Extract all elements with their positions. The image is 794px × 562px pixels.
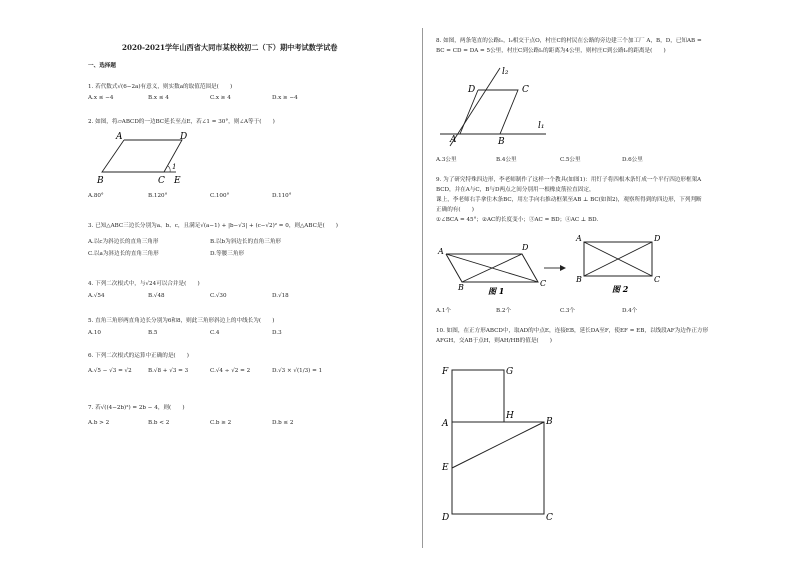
question-3-text: 3. 已知△ABC三边长分别为a、b、c，且满足√(a−1) + |b−√3| + (c−√2)² = 0，则△ABC是( ) xyxy=(88,223,338,229)
option-c[interactable]: C.b ≥ 2 xyxy=(210,420,232,426)
fig2-label-c: C xyxy=(654,275,661,284)
question-9-line-2: BCD，并在A与C，B与D两点之间分别用一根橡皮筋拉直固定， xyxy=(436,187,595,193)
square-figure xyxy=(436,360,566,525)
label-b: B xyxy=(498,137,505,147)
option-c[interactable]: C.以a为斜边长的直角三角形 xyxy=(88,251,159,257)
option-b[interactable]: B.2个 xyxy=(496,308,512,314)
label-a: A xyxy=(116,132,123,142)
option-d[interactable]: D.6公里 xyxy=(622,157,643,163)
option-a[interactable]: A.1个 xyxy=(436,308,451,314)
option-b[interactable]: B.b < 2 xyxy=(148,420,170,426)
question-8-line-2: BC = CD = DA = 5公里，村庄C到公路l₁的距离为4公里，则村庄C到公路l₂的距离是( ) xyxy=(436,48,666,54)
option-b[interactable]: B.4公里 xyxy=(496,157,517,163)
column-divider xyxy=(422,28,423,548)
option-b[interactable]: B.x ≤ 4 xyxy=(148,95,169,101)
label-d: D xyxy=(468,85,476,95)
right-column xyxy=(434,0,774,562)
option-d[interactable]: D.等腰三角形 xyxy=(210,251,245,257)
fig2-label-b: B xyxy=(576,275,582,284)
label-c: C xyxy=(546,513,553,523)
label-c: C xyxy=(522,85,529,95)
question-9-line-1: 9. 为了研究特殊四边形，李老师制作了这样一个教具(如图1)：用钉子将四根木条钉成一个平行四边形框架A xyxy=(436,177,702,183)
label-e: E xyxy=(174,176,181,186)
question-5-text: 5. 直角三角形两直角边长分别为6和8，则此三角形斜边上的中线长为( ) xyxy=(88,318,275,324)
label-g: G xyxy=(506,367,514,377)
label-f: F xyxy=(442,367,449,377)
section-heading: 一、选择题 xyxy=(88,63,116,69)
question-8-text xyxy=(436,36,766,56)
question-9-line-5: ①∠BCA = 45°；②AC的长度变小；③AC = BD；④AC ⊥ BD. xyxy=(436,217,599,223)
parallelogram-figure xyxy=(92,130,192,188)
option-a[interactable]: A.10 xyxy=(88,330,101,336)
fig1-caption: 图 1 xyxy=(488,286,505,296)
question-10-line-1: 10. 如图，在正方形ABCD中，取AD的中点E，连接EB，延长DA至F，使EF = EB，以线段AF为边作正方形 xyxy=(436,328,709,334)
option-b[interactable]: B.√48 xyxy=(148,293,165,299)
option-c[interactable]: C.3个 xyxy=(560,308,576,314)
question-2-text: 2. 如图，将▱ABCD的一边BC延长至点E，若∠1 = 30°，则∠A等于( ) xyxy=(88,119,275,125)
option-b[interactable]: B.以b为斜边长的直角三角形 xyxy=(210,239,282,245)
roads-figure xyxy=(438,62,558,148)
option-a[interactable]: A.80° xyxy=(88,193,104,199)
option-a[interactable]: A.√54 xyxy=(88,293,105,299)
option-d[interactable]: D.110° xyxy=(272,193,292,199)
fig1-label-c: C xyxy=(540,279,547,288)
option-b[interactable]: B.√8 + √3 = 3 xyxy=(148,368,189,374)
option-c[interactable]: C.100° xyxy=(210,193,230,199)
label-c: C xyxy=(158,176,165,186)
left-column xyxy=(86,0,406,562)
label-h: H xyxy=(506,411,514,421)
option-a[interactable]: A.3公里 xyxy=(436,157,457,163)
question-10-text xyxy=(436,326,766,346)
option-a[interactable]: A.x ≤ −4 xyxy=(88,95,114,101)
option-a[interactable]: A.b > 2 xyxy=(88,420,110,426)
question-1-text: 1. 若代数式√(6−2a)有意义，则实数a的取值范围是( ) xyxy=(88,84,233,90)
option-b[interactable]: B.5 xyxy=(148,330,158,336)
label-a: A xyxy=(442,419,449,429)
option-d[interactable]: D.√18 xyxy=(272,293,289,299)
option-c[interactable]: C.√30 xyxy=(210,293,227,299)
label-angle-1: 1 xyxy=(172,163,177,171)
label-d: D xyxy=(180,132,188,142)
option-d[interactable]: D.3 xyxy=(272,330,282,336)
fig2-label-a: A xyxy=(576,234,582,243)
label-d: D xyxy=(442,513,450,523)
fig2-label-d: D xyxy=(654,234,661,243)
exam-title: 2020-2021学年山西省大同市某校校初二（下）期中考试数学试卷 xyxy=(122,43,338,52)
frame-figures xyxy=(436,230,666,298)
option-c[interactable]: C.x ≥ 4 xyxy=(210,95,231,101)
question-9-text xyxy=(436,175,766,225)
option-b[interactable]: B.120° xyxy=(148,193,168,199)
option-d[interactable]: D.4个 xyxy=(622,308,638,314)
fig1-label-a: A xyxy=(438,247,444,256)
question-4-text: 4. 下列二次根式中，与√24可以合并是( ) xyxy=(88,281,200,287)
fig1-label-d: D xyxy=(522,243,529,252)
question-6-text: 6. 下列二次根式的运算中正确的是( ) xyxy=(88,353,189,359)
question-9-line-3: 课上，李老师右手拿住木条BC，用左手向右推动框架至AB ⊥ BC(如图2)，观察所得到的四边形，下列判断 xyxy=(436,197,702,203)
option-c[interactable]: C.4 xyxy=(210,330,220,336)
question-7-text: 7. 若√((4−2b)²) = 2b − 4，则( ) xyxy=(88,405,185,411)
label-b: B xyxy=(546,417,553,427)
fig2-caption: 图 2 xyxy=(612,284,629,294)
label-e: E xyxy=(442,463,449,473)
option-d[interactable]: D.x ≥ −4 xyxy=(272,95,298,101)
question-10-line-2: AFGH，交AB于点H，则AH/HB的值是( ) xyxy=(436,338,552,344)
option-a[interactable]: A.√5 − √3 = √2 xyxy=(88,368,132,374)
label-l2: l₂ xyxy=(502,67,509,77)
option-c[interactable]: C.√4 ÷ √2 = 2 xyxy=(210,368,251,374)
option-d[interactable]: D.√3 × √(1/3) = 1 xyxy=(272,368,323,374)
option-d[interactable]: D.b ≤ 2 xyxy=(272,420,294,426)
label-l1: l₁ xyxy=(538,121,545,131)
question-8-line-1: 8. 如图，两条笔直的公路l₁，l₂相交于点O，村庄C的村民在公路的旁边建三个加工厂 A，B，D，已知AB = xyxy=(436,38,702,44)
label-b: B xyxy=(97,176,104,186)
option-c[interactable]: C.5公里 xyxy=(560,157,581,163)
label-a: A xyxy=(450,135,457,145)
question-9-line-4: 正确的有( ) xyxy=(436,207,474,213)
option-a[interactable]: A.以c为斜边长的直角三角形 xyxy=(88,239,159,245)
fig1-label-b: B xyxy=(458,283,464,292)
